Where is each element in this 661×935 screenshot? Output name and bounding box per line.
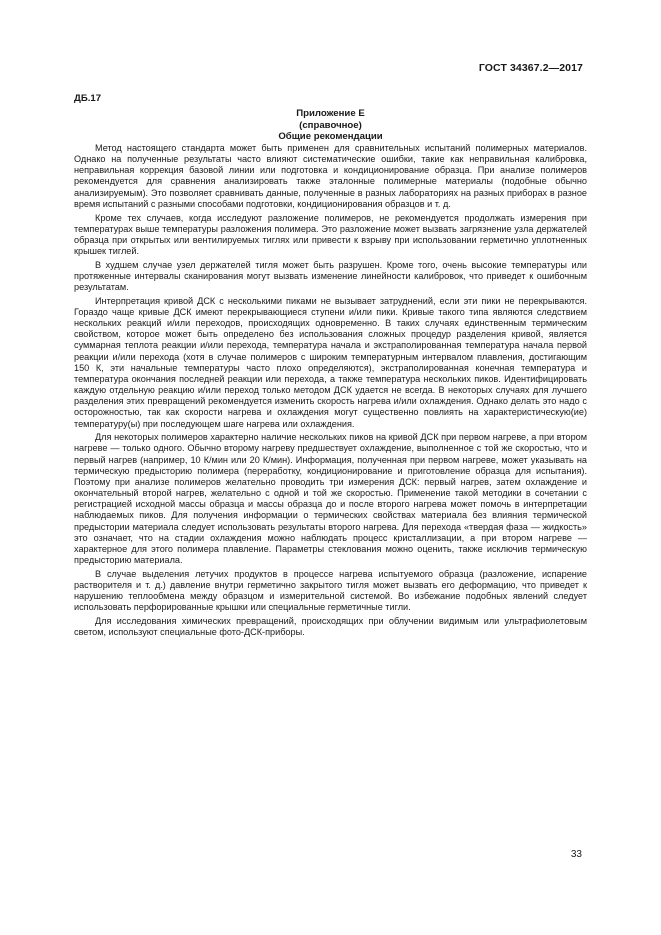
paragraph: Для исследования химических превращений, происходящих при облучении видимым или ультрафиолетовым светом, используют специальные фото-ДСК-приборы. bbox=[74, 615, 587, 638]
appendix-type: (справочное) bbox=[299, 119, 362, 131]
paragraph: В случае выделения летучих продуктов в процессе нагрева испытуемого образца (разложение, испарение растворителя и т. д.) давление внутри герметично закрытого тигля может вызвать его деформацию, что приведет к нарушению теплообмена между образцом и измерительной системой. Во избежание подобных явлений следует использовать перфорированные крышки или специальные герметичные тигли. bbox=[74, 568, 587, 613]
appendix-subtitle: Общие рекомендации bbox=[278, 131, 383, 143]
page-number: 33 bbox=[570, 849, 582, 860]
appendix-heading bbox=[74, 108, 587, 143]
document-code: ГОСТ 34367.2—2017 bbox=[478, 62, 583, 74]
section-id: ДБ.17 bbox=[74, 93, 102, 104]
appendix-title: Приложение Е bbox=[296, 108, 365, 119]
paragraph: Метод настоящего стандарта может быть применен для сравнительных испытаний полимерных материалов. Однако на полученные результаты часто влияют систематические ошибки, такие как неправильная калибровка, неправильная коррекция базовой линии или подготовка и кондиционирование образца. При анализе полимеров рекомендуется для сравнения анализировать также эталонные полимерные материалы (подобные обычно анализируемым). Это позволяет сравнивать данные, полученные в разных лабораториях на разных приборах в разное время испытаний с разными способами подготовки, кондиционирования образцов и т. д. bbox=[74, 143, 587, 209]
body-text bbox=[74, 143, 587, 641]
paragraph: Интерпретация кривой ДСК с несколькими пиками не вызывает затруднений, если эти пики не перекрываются. Гораздо чаще кривые ДСК имеют перекрывающиеся ступени и/или пики. Кривые такого типа являются следствием нескольких реакций и/или переходов, происходящих одновременно. В таких случаях единственным термическим свойством, которое может быть определено без использования сложных процедур разделения кривой, является суммарная теплота реакции и/или перехода, температура начала и экстраполированная температура начала первой реакции и/или перехода (хотя в случае полимеров с широким температурным интервалом плавления, достигающим 150 К, эти начальные температуры часто плохо определяются), экстраполированная конечная температура и температура окончания последней реакции или перехода, а также температура нескольких пиков. Идентифицировать каждую отдельную реакцию и/или переход только методом ДСК удается не всегда. В некоторых случаях для лучшего разделения этих превращений рекомендуется изменить скорость нагрева и/или охлаждения. Однако делать это надо с осторожностью, так как скорости нагрева и охлаждения могут существенно повлиять на характеристическую(ие) температуру(ы) при последующем шаге нагрева или охлаждения. bbox=[74, 295, 587, 429]
paragraph: В худшем случае узел держателей тигля может быть разрушен. Кроме того, очень высокие температуры или протяженные интервалы сканирования могут вызвать изменение линейности калибровок, что приведет к ошибочным результатам. bbox=[74, 259, 587, 293]
paragraph: Для некоторых полимеров характерно наличие нескольких пиков на кривой ДСК при первом нагреве, а при втором нагреве — только одного. Обычно второму нагреву предшествует охлаждение, выполненное с той же скоростью, что и первый нагрев (например, 10 К/мин или 20 К/мин). Информация, полученная при первом нагреве, может указывать на термическую предысторию полимера (переработку, кондиционирование и приготовление образца для испытания). Поэтому при анализе полимеров желательно проводить три измерения ДСК: первый нагрев, затем охлаждение и окончательный второй нагрев, желательно с одной и той же скоростью. Применение такой методики в сочетании с регистрацией исходной массы образца и массы образца до и после второго нагрева может помочь в интерпретации наблюдаемых пиков. Для получения информации о термических свойствах материала без влияния термической предыстории материала следует использовать результаты второго нагрева. Для перехода «твердая фаза — жидкость» это означает, что на стадии охлаждения можно наблюдать процесс кристаллизации, а при втором нагреве — характерное для этого полимера плавление. Параметры стеклования можно оценить, также исключив термическую предысторию материала. bbox=[74, 432, 587, 565]
paragraph: Кроме тех случаев, когда исследуют разложение полимеров, не рекомендуется продолжать измерения при температурах выше температуры разложения полимера. Это разложение может вызвать загрязнение узла держателей образца при открытых или вентилируемых тиглях или привести к взрыву при использовании герметично уплотненных крышек тиглей. bbox=[74, 212, 587, 256]
